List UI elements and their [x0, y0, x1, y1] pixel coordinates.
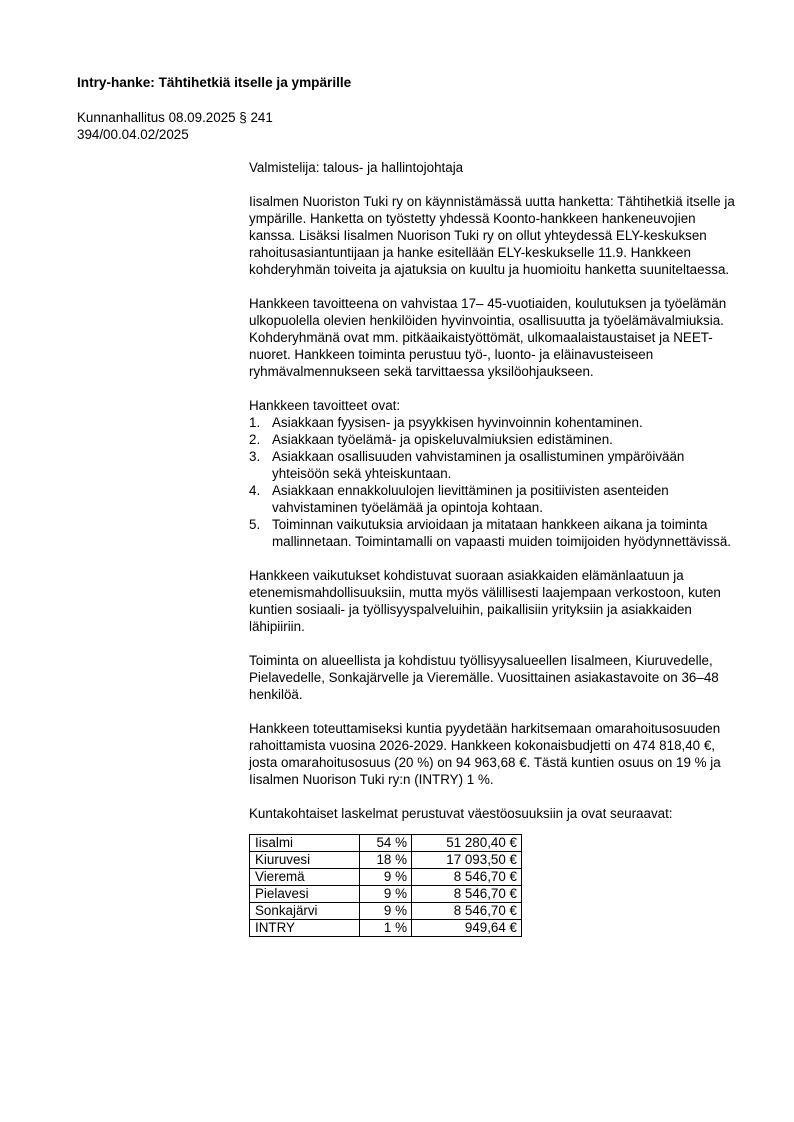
goal-item [249, 414, 739, 431]
meeting-info [77, 109, 273, 143]
municipality-cell: Kiuruvesi [250, 852, 360, 869]
share-cell: 9 % [360, 869, 412, 886]
share-cell: 18 % [360, 852, 412, 869]
goal-text: Asiakkaan työelämä- ja opiskeluvalmiuksien edistäminen. [272, 432, 613, 447]
share-cell: 54 % [360, 835, 412, 852]
effects-paragraph: Hankkeen vaikutukset kohdistuvat suoraan asiakkaiden elämänlaatuun ja etenemismahdollisuuksiin, mutta myös välillisesti laajempaan verkostoon, kuten kuntien sosiaali- ja työllisyyspalveluihin, paikallisiin yrityksiin ja asiakkaiden lähipiiriin. [249, 568, 721, 634]
goal-number: 5. [249, 517, 261, 532]
table-row [250, 920, 522, 937]
goals-list [249, 414, 739, 550]
goal-number: 4. [249, 483, 261, 498]
share-cell: 9 % [360, 903, 412, 920]
amount-cell: 8 546,70 € [412, 886, 522, 903]
goal-item [249, 482, 739, 516]
record-number: 394/00.04.02/2025 [77, 127, 189, 142]
table-row [250, 869, 522, 886]
goal-text: Asiakkaan fyysisen- ja psyykkisen hyvinvoinnin kohentaminen. [272, 415, 643, 430]
share-cell: 9 % [360, 886, 412, 903]
amount-cell: 8 546,70 € [412, 869, 522, 886]
funding-paragraph: Hankkeen toteuttamiseksi kuntia pyydetään harkitsemaan omarahoitusosuuden rahoittamista vuosina 2026-2029. Hankkeen kokonaisbudjetti on 474 818,40 €, josta omarahoitusosuus (20 %) on 94 963,68 €. Tästä kuntien osuus on 19 % ja Iisalmen Nuorison Tuki ry:n (INTRY) 1 %. [249, 721, 721, 787]
preparer-line: Valmistelija: talous- ja hallintojohtaja [249, 160, 464, 175]
amount-cell: 51 280,40 € [412, 835, 522, 852]
table-intro: Kuntakohtaiset laskelmat perustuvat väestöosuuksiin ja ovat seuraavat: [249, 806, 673, 821]
amount-cell: 8 546,70 € [412, 903, 522, 920]
goal-number: 3. [249, 449, 261, 464]
municipality-cell: Vieremä [250, 869, 360, 886]
table-row [250, 886, 522, 903]
goal-item [249, 516, 739, 550]
goal-item [249, 448, 739, 482]
municipality-cost-table [249, 834, 522, 937]
intro-paragraph: Iisalmen Nuoriston Tuki ry on käynnistämässä uutta hanketta: Tähtihetkiä itselle ja ympärille. Hanketta on työstetty yhdessä Koonto-hankkeen hankeneuvojien kanssa. Lisäksi Iisalmen Nuorison Tuki ry on ollut yhteydessä ELY-keskuksen rahoitusasiantuntijaan ja hanke esitellään ELY-keskukselle 11.9. Hankkeen kohderyhmän toiveita ja ajatuksia on kuultu ja huomioitu hanketta suuniteltaessa. [249, 194, 735, 277]
goal-number: 1. [249, 415, 261, 430]
amount-cell: 949,64 € [412, 920, 522, 937]
municipality-cell: Iisalmi [250, 835, 360, 852]
meeting-reference: Kunnanhallitus 08.09.2025 § 241 [77, 110, 273, 125]
table-row [250, 903, 522, 920]
goal-text: Toiminnan vaikutuksia arvioidaan ja mitataan hankkeen aikana ja toiminta mallinnetaan. Toimintamalli on vapaasti muiden toimijoiden hyödynnettävissä. [272, 517, 732, 549]
municipality-cell: Sonkajärvi [250, 903, 360, 920]
goal-text: Asiakkaan osallisuuden vahvistaminen ja osallistuminen ympäröivään yhteisöön sekä yhteiskuntaan. [272, 449, 685, 481]
goal-text: Asiakkaan ennakkoluulojen lievittäminen ja positiivisten asenteiden vahvistaminen työelämää ja opintoja kohtaan. [272, 483, 669, 515]
share-cell: 1 % [360, 920, 412, 937]
document-body [249, 159, 739, 937]
table-row [250, 835, 522, 852]
table-row [250, 852, 522, 869]
document-title: Intry-hanke: Tähtihetkiä itselle ja ympärille [77, 75, 352, 90]
goal-number: 2. [249, 432, 261, 447]
goal-item [249, 431, 739, 448]
region-paragraph: Toiminta on alueellista ja kohdistuu työllisyysalueellen Iisalmeen, Kiuruvedelle, Pielavedelle, Sonkajärvelle ja Vieremälle. Vuosittainen asiakastavoite on 36–48 henkilöä. [249, 653, 719, 702]
aim-paragraph: Hankkeen tavoitteena on vahvistaa 17– 45-vuotiaiden, koulutuksen ja työelämän ulkopuolella olevien henkilöiden hyvinvointia, osallisuutta ja työelämävalmiuksia. Kohderyhmänä ovat mm. pitkäaikaistyöttömät, ulkomaalaistaustaiset ja NEET-nuoret. Hankkeen toiminta perustuu työ-, luonto- ja eläinavusteiseen ryhmävalmennukseen sekä tarvittaessa yksilöohjaukseen. [249, 296, 727, 379]
goals-heading: Hankkeen tavoitteet ovat: [249, 398, 401, 413]
amount-cell: 17 093,50 € [412, 852, 522, 869]
municipality-cell: INTRY [250, 920, 360, 937]
municipality-cell: Pielavesi [250, 886, 360, 903]
